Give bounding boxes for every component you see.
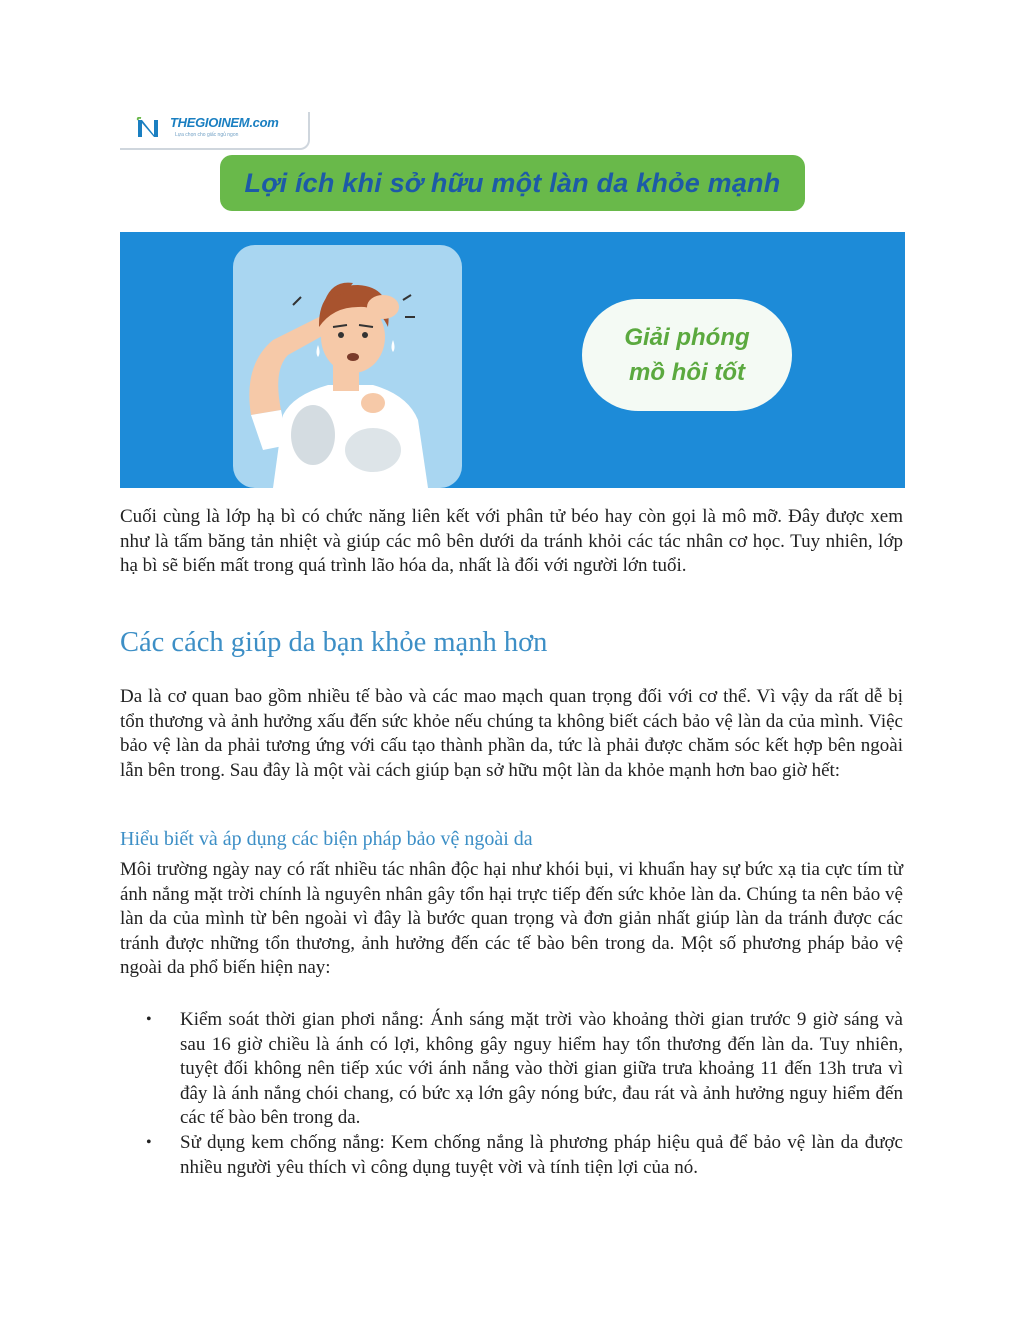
logo-tagline: Lựa chọn cho giấc ngủ ngon [175,132,239,138]
list-item [146,1131,903,1180]
sweating-man-icon [233,245,462,488]
paragraph-hypodermis: Cuối cùng là lớp hạ bì có chức năng liên kết với phân tử béo hay còn gọi là mô mỡ. Đây được xem như là tấm băng tản nhiệt và giúp các mô bên dưới da tránh khỏi các tác nhân cơ học. Tuy nhiên, lớp hạ bì sẽ biến mất trong quá trình lão hóa da, nhất là đối với người lớn tuổi. [120,506,903,577]
sweating-man-illustration [233,245,462,488]
brand-logo [120,112,310,150]
bullet-icon: • [146,1011,152,1028]
logo-mark-icon [136,117,162,139]
paragraph-external-protection: Môi trường ngày nay có rất nhiều tác nhân độc hại như khói bụi, vi khuẩn hay sự bức xạ tia cực tím từ ánh nắng mặt trời chính là nguyên nhân gây tổn hại trực tiếp đến sức khỏe làn da. Chúng ta nên bảo vệ làn da của mình từ bên ngoài vì đây là bước quan trọng và đơn giản nhất giúp làn da tránh được các tránh được những tổn thương, ảnh hưởng đến các tế bào bên trong da. Một số phương pháp bảo vệ ngoài da phổ biến hiện nay: [120,859,903,979]
bullet-list [146,1008,903,1180]
list-item-text: Kiểm soát thời gian phơi nắng: Ánh sáng mặt trời vào khoảng thời gian trước 9 giờ sáng và sau 16 giờ chiều là ánh có lợi, không gây nguy hiểm hay tổn thương đến làn da. Tuy nhiên, tuyệt đối không nên tiếp xúc với ánh nắng vào thời gian giữa trưa khoảng 11 đến 13h trưa vì đây là ánh nắng chói chang, có bức xạ lớn gây nóng bức, đau rát và ảnh hưởng nguy hiểm đến các tế bào bên trong da. [180,1009,903,1129]
pill-line-2: mồ hôi tốt [629,359,745,386]
infographic-title: Lợi ích khi sở hữu một làn da khỏe mạnh [244,167,781,198]
infographic-title-banner [220,155,805,211]
logo-text: THEGIOINEM.com [170,115,279,130]
list-item-text: Sử dụng kem chống nắng: Kem chống nắng là phương pháp hiệu quả để bảo vệ làn da được nhiều người yêu thích vì công dụng tuyệt vời và tính tiện lợi của nó. [180,1131,903,1178]
benefit-label-pill [582,299,792,411]
subsection-heading: Hiểu biết và áp dụng các biện pháp bảo vệ ngoài da [120,828,533,850]
infographic-image [120,112,905,488]
bullet-icon: • [146,1133,152,1151]
section-heading: Các cách giúp da bạn khỏe mạnh hơn [120,627,548,658]
paragraph-intro: Da là cơ quan bao gồm nhiều tế bào và các mao mạch quan trọng đối với cơ thể. Vì vậy da rất dễ bị tổn thương và ảnh hưởng xấu đến sức khỏe nếu chúng ta không biết cách bảo vệ làn da của mình. Việc bảo vệ làn da phải tương ứng với cấu tạo thành phần da, tức là phải được chăm sóc kết hợp bên ngoài lẫn bên trong. Sau đây là một vài cách giúp bạn sở hữu một làn da khỏe mạnh hơn bao giờ hết: [120,686,903,781]
list-item [146,1008,903,1131]
pill-line-1: Giải phóng [624,324,750,351]
